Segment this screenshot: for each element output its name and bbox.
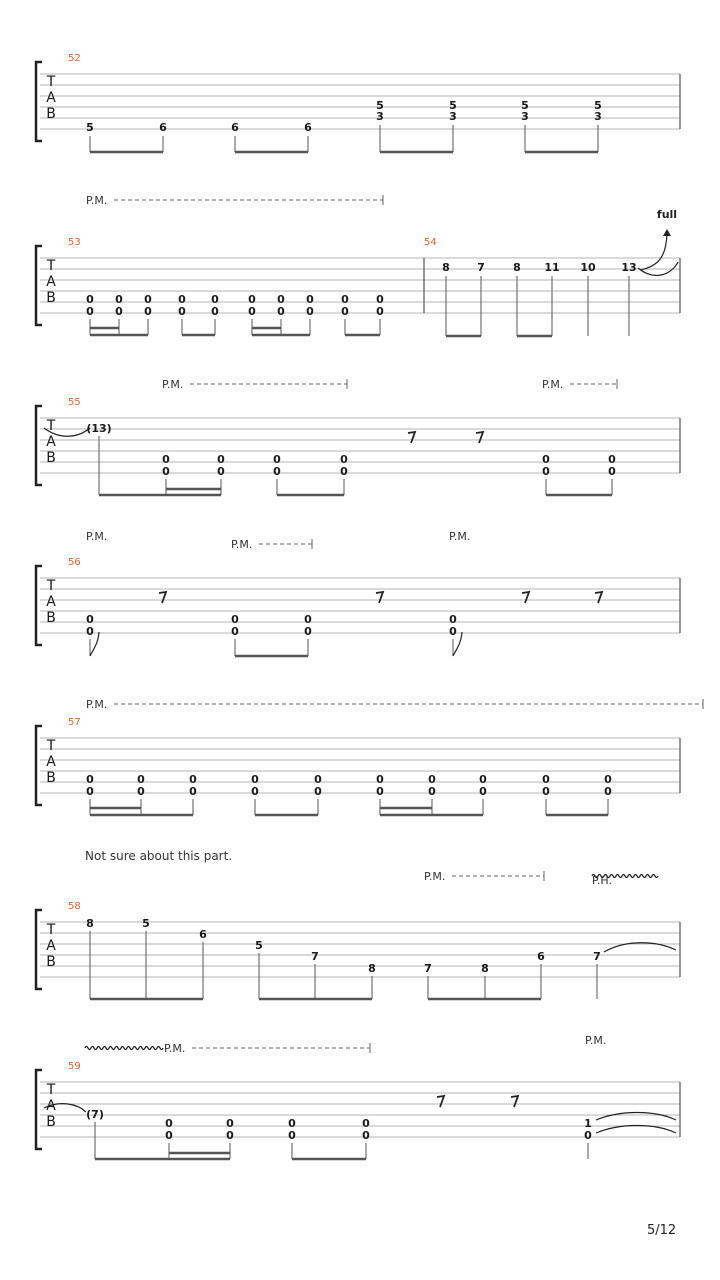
fret-number: 5 [521,99,529,112]
fret-number: 13 [621,261,637,274]
fret-number: 7 [311,950,319,963]
fret-number: 7 [424,962,432,975]
palm-mute-label: P.M. [164,1042,186,1055]
fret-number: 0 [584,1129,592,1142]
fret-number: 6 [199,928,207,941]
bend-label: full [656,208,678,221]
bar-number: 57 [68,717,81,728]
palm-mute-label: P.M. [231,538,253,551]
fret-number: 0 [86,625,94,638]
vibrato-wave [85,1047,163,1050]
fret-number: 0 [217,465,225,478]
fret-number: 3 [521,110,529,123]
fret-number: 8 [86,917,94,930]
tab-clef-letter: A [46,90,56,106]
fret-number: 0 [178,293,186,306]
fret-number: 0 [189,785,197,798]
fret-number: 8 [513,261,521,274]
bar-number: 52 [68,53,81,64]
fret-number: 0 [273,465,281,478]
fret-number: 3 [594,110,602,123]
fret-number: 0 [165,1129,173,1142]
bar-number: 55 [68,397,81,408]
tab-clef-letter: A [46,594,56,610]
fret-number: 3 [376,110,384,123]
fret-number: 0 [165,1117,173,1130]
fret-number: 0 [226,1129,234,1142]
bar-number: 54 [424,237,437,248]
fret-number: 8 [442,261,450,274]
fret-number: 6 [159,121,167,134]
tab-clef-letter: B [46,1114,56,1130]
fret-number: 0 [376,305,384,318]
tab-clef-letter: A [46,1098,56,1114]
fret-number: 0 [231,613,239,626]
palm-mute-label: P.M. [424,870,446,883]
tab-clef-letter: A [46,434,56,450]
palm-mute-label: P.M. [86,698,108,711]
fret-number: 0 [137,785,145,798]
tab-clef-letter: T [46,738,56,754]
fret-number: 8 [481,962,489,975]
fret-number: 0 [277,293,285,306]
fret-number: 0 [277,305,285,318]
tab-clef-letter: T [46,258,56,274]
fret-number: 0 [115,293,123,306]
fret-number: 0 [449,625,457,638]
eighth-rest [595,592,602,603]
palm-mute-label: P.M. [86,194,108,207]
fret-number: 7 [477,261,485,274]
eighth-rest [522,592,529,603]
fret-number: 0 [306,293,314,306]
fret-number: 0 [542,453,550,466]
fret-number: 0 [340,465,348,478]
page-number: 5/12 [647,1223,677,1238]
eighth-rest [476,432,483,443]
fret-number: 0 [376,773,384,786]
fret-number: (7) [86,1108,104,1121]
tab-clef-letter: A [46,938,56,954]
tie-curve [596,1113,676,1121]
fret-number: 0 [376,293,384,306]
fret-number: 3 [449,110,457,123]
fret-number: 5 [255,939,263,952]
fret-number: 0 [314,773,322,786]
fret-number: 0 [211,305,219,318]
fret-number: 0 [604,773,612,786]
fret-number: 6 [537,950,545,963]
fret-number: 0 [248,305,256,318]
fret-number: 0 [86,613,94,626]
eighth-rest [511,1096,518,1107]
fret-number: 0 [162,453,170,466]
fret-number: 0 [86,785,94,798]
tab-clef-letter: T [46,1082,56,1098]
fret-number: 0 [288,1117,296,1130]
fret-number: 0 [428,785,436,798]
bar-number: 59 [68,1061,81,1072]
fret-number: 0 [251,773,259,786]
tab-clef-letter: T [46,74,56,90]
palm-mute-label: P.M. [162,378,184,391]
bend-arrow [640,234,667,270]
fret-number: 7 [593,950,601,963]
fret-number: 0 [449,613,457,626]
bar-number: 58 [68,901,81,912]
fret-number: 0 [306,305,314,318]
fret-number: 0 [479,785,487,798]
fret-number: 11 [544,261,560,274]
fret-number: 0 [217,453,225,466]
eighth-rest [376,592,383,603]
bar-number: 53 [68,237,81,248]
fret-number: 5 [86,121,94,134]
fret-number: 0 [178,305,186,318]
fret-number: 6 [231,121,239,134]
fret-number: 0 [288,1129,296,1142]
fret-number: 6 [304,121,312,134]
palm-mute-label: P.M. [86,530,108,543]
fret-number: 0 [248,293,256,306]
eighth-rest [408,432,415,443]
fret-number: 0 [608,453,616,466]
fret-number: 5 [142,917,150,930]
fret-number: 0 [542,785,550,798]
fret-number: 0 [341,305,349,318]
fret-number: 0 [251,785,259,798]
annotation-note: Not sure about this part. [85,849,233,863]
fret-number: 0 [144,293,152,306]
fret-number: 0 [479,773,487,786]
tie-curve [596,1126,676,1134]
tab-clef-letter: A [46,274,56,290]
fret-number: 0 [86,773,94,786]
palm-mute-label: P.M. [542,378,564,391]
fret-number: 5 [449,99,457,112]
fret-number: 10 [580,261,596,274]
fret-number: 0 [162,465,170,478]
fret-number: 0 [115,305,123,318]
fret-number: 0 [340,453,348,466]
tab-clef-letter: T [46,578,56,594]
fret-number: 0 [231,625,239,638]
fret-number: 0 [226,1117,234,1130]
fret-number: 0 [341,293,349,306]
palm-mute-label: P.M. [585,1034,607,1047]
bend-arrow-head [663,229,671,236]
fret-number: 0 [604,785,612,798]
fret-number: 0 [273,453,281,466]
fret-number: 0 [304,625,312,638]
tab-clef-letter: B [46,610,56,626]
fret-number: 0 [144,305,152,318]
pinch-harmonic-label: P.H. [592,874,612,887]
fret-number: 0 [542,465,550,478]
fret-number: 0 [314,785,322,798]
tab-clef-letter: T [46,922,56,938]
fret-number: 0 [542,773,550,786]
bar-number: 56 [68,557,81,568]
fret-number: 0 [362,1129,370,1142]
tab-clef-letter: T [46,418,56,434]
palm-mute-label: P.M. [449,530,471,543]
fret-number: 5 [594,99,602,112]
tab-clef-letter: B [46,106,56,122]
fret-number: 5 [376,99,384,112]
fret-number: 0 [137,773,145,786]
tab-clef-letter: B [46,290,56,306]
tab-clef-letter: A [46,754,56,770]
fret-number: 0 [376,785,384,798]
fret-number: 0 [86,305,94,318]
tab-clef-letter: B [46,770,56,786]
fret-number: 0 [211,293,219,306]
fret-number: 8 [368,962,376,975]
fret-number: (13) [86,422,112,435]
fret-number: 0 [86,293,94,306]
eighth-rest [159,592,166,603]
fret-number: 0 [304,613,312,626]
eighth-rest [437,1096,444,1107]
fret-number: 0 [189,773,197,786]
fret-number: 1 [584,1117,592,1130]
tab-clef-letter: B [46,450,56,466]
fret-number: 0 [362,1117,370,1130]
fret-number: 0 [428,773,436,786]
tab-clef-letter: B [46,954,56,970]
fret-number: 0 [608,465,616,478]
